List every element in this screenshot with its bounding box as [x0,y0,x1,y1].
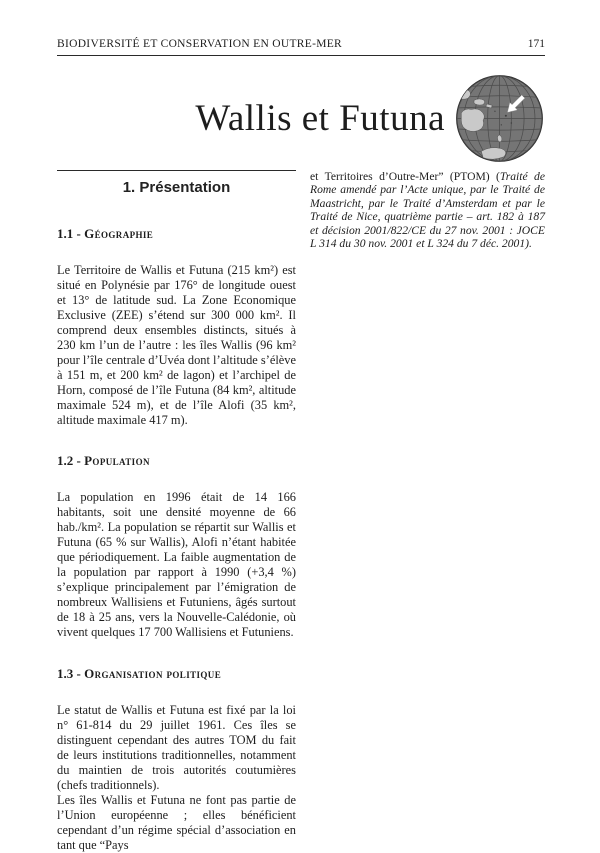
section-divider-rule [57,170,296,171]
subsection-title: Organisation politique [84,666,222,681]
subsection-heading-population [57,453,296,469]
paragraph-geographie: Le Territoire de Wallis et Futuna (215 km²) est situé en Polynésie par 176° de longitude ouest et 13° de latitude sud. La Zone Economique Exclusive (ZEE) s’étend sur 300 000 km². Il comprend deux ensembles distincts, situés à 230 km l’un de l’autre : les îles Wallis (96 km² pour l’île centrale d’Uvéa dont l’altitude s’élève à 151 m, et 200 km² de lagon) et l’archipel de Horn, composé de l’île Futuna (84 km², altitude maximale 524 m), et de l’île Alofi (35 km², altitude maximale 417 m). [57,263,296,427]
two-column-body [57,164,545,853]
treaty-citation-text: Traité de Rome amendé par l’Acte unique, par le Traité de Maastricht, par le Traité d’Amsterdam et par le Traité de Nice, quatrième partie – art. 182 à 187 et décision 2001/822/CE du 27 nov. 2001 : JOCE L 314 du 30 nov. 2001 et L 324 du 7 déc. 2001). [310,170,545,251]
right-column [310,164,545,853]
subsection-heading-geographie [57,226,296,242]
paragraph-organisation-2: Les îles Wallis et Futuna ne font pas partie de l’Union européenne ; elles bénéficient cependant d’un régime spécial d’association en tant que “Pays [57,793,296,852]
page-title: Wallis et Futuna [195,98,445,139]
continuation-lead-text: et Territoires d’Outre-Mer” (PTOM) ( [310,170,500,183]
running-header [57,38,545,56]
globe-pacific-locator-icon [454,73,545,164]
subsection-title: Géographie [84,226,154,241]
paragraph-organisation-1: Le statut de Wallis et Futuna est fixé par la loi n° 61-814 du 29 juillet 1961. Ces îles se distinguent cependant des autres TOM du fait de leurs institutions traditionnelles, notamment du maintien de trois autorités coutumières (chefs traditionnels). [57,703,296,792]
subsection-number: 1.1 - [57,226,85,241]
running-header-title: BIODIVERSITÉ ET CONSERVATION EN OUTRE-MER [57,38,343,50]
subsection-heading-organisation-politique [57,666,296,682]
section-heading-presentation: 1. Présentation [122,179,231,196]
paragraph-ptom-continuation [310,170,545,250]
title-row [57,73,545,164]
subsection-title: Population [84,453,150,468]
page-number: 171 [527,38,545,50]
paragraph-population: La population en 1996 était de 14 166 habitants, soit une densité moyenne de 66 hab./km². La population se répartit sur Wallis et Futuna (65 % sur Wallis), Alofi n’étant habitée que périodiquement. La faible augmentation de la population par rapport à 1990 (+3,4 %) s’explique principalement par l’émigration de nombreux Wallisiens et Futuniens, âgés surtout de 18 à 25 ans, vers la Nouvelle-Calédonie, où vivent quelques 17 700 Wallisiens et Futuniens. [57,490,296,639]
subsection-number: 1.2 - [57,453,85,468]
subsection-number: 1.3 - [57,666,85,681]
left-column [57,164,296,853]
